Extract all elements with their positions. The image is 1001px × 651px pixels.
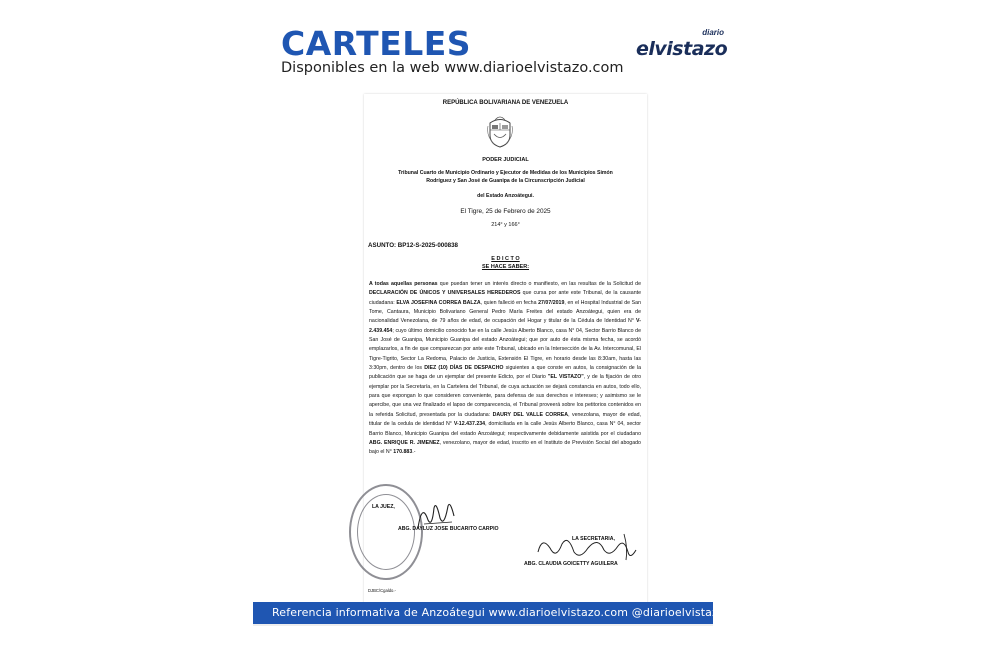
edict-heading: E D I C T O xyxy=(491,256,520,262)
court-name-line-1: Tribunal Cuarto de Municipio Ordinario y Ejecutor de Medidas de los Municipios Simón xyxy=(398,170,613,176)
judicial-power-heading: PODER JUDICIAL xyxy=(482,157,529,163)
judge-name: ABG. DAYLUZ JOSE BUCARITO CARPIO xyxy=(398,526,499,532)
body-emphasis: 170.883 xyxy=(393,449,413,456)
body-text: ; cuyo último domicilio conocido fue en la calle Jesús Alberto Blanco, casa N° 04, Sector Barrio Blanco de San José de Guanipa, Municipio Guanipa del estado Anzoátegui; que por auto de ésta misma fecha, se acordó emplazarlos, a fin de que comparezcan por ante este Tribunal, ubicado en la Intersección de la Av. Intercomunal, El Tigre-Tigrito, Sector La Redoma, Palacio de Justicia, Extensión El Tigre, en horario desde las 8:30am, hasta las 3:30pm, dentro de los xyxy=(369,327,641,372)
edict-body xyxy=(369,280,641,458)
secretary-label: LA SECRETARIA, xyxy=(572,536,615,542)
body-emphasis: DIEZ (10) DÍAS DE DESPACHO xyxy=(424,365,504,372)
body-emphasis: DECLARACIÓN DE ÚNICOS Y UNIVERSALES HEREDEROS xyxy=(369,290,521,297)
logo-diario-label: diario xyxy=(702,28,724,37)
page-title: CARTELES xyxy=(281,24,472,63)
page-subtitle: Disponibles en la web www.diarioelvistazo.com xyxy=(281,60,624,76)
body-text: siguientes a que conste en autos, la consignación de la publicación que se haga de un ejemplar del presente Edicto, por el Diario xyxy=(369,365,641,381)
body-emphasis: A todas aquellas personas xyxy=(369,281,438,287)
body-text: , y de la fijación de otro ejemplar por la Secretaría, en la Cartelera del Tribunal, de cuya actuación se dejará constancia en autos, todo ello, para que expongan lo que consideren conveniente, para defensa de sus derechos e intereses; y asimismo se le apercibe, que una vez finalizado el lapso de comparecencia, el Tribunal proveerá sobre los petitorios contenidos en la referida Solicitud, presentada por la ciudadana: xyxy=(369,374,641,418)
body-text: .- xyxy=(412,449,416,456)
footer-bar xyxy=(253,602,725,624)
court-name-line-3: del Estado Anzoátegui. xyxy=(477,193,534,199)
body-text: , quien falleció en fecha xyxy=(480,299,539,306)
case-number: ASUNTO: BP12-S-2025-000838 xyxy=(368,242,458,249)
body-text: , venezolano, mayor de edad, inscrito en el Instituto de Previsión Social del abogado bajo el N° xyxy=(369,439,641,456)
body-text: que puedan tener un interés directo o manifiesto, en las resultas de la Solicitud de xyxy=(437,281,642,287)
court-name-line-2: Rodríguez y San José de Guanipa de la Circunscripción Judicial xyxy=(426,178,585,184)
years-line: 214° y 166° xyxy=(491,222,520,228)
body-emphasis: ELVA JOSEFINA CORREA BALZA xyxy=(396,299,481,306)
body-text: , domiciliada en la calle Jesús Alberto Blanco, casa N° 04, sector Barrio Blanco, Municipio Guanipa del estado Anzoátegui; respectivamente debidamente asistida por el ciudadano xyxy=(369,421,641,437)
elvistazo-logo xyxy=(636,30,726,60)
body-emphasis: ABG. ENRIQUE R. JIMENEZ xyxy=(369,439,440,446)
judge-label: LA JUEZ, xyxy=(372,504,395,510)
coat-of-arms-icon xyxy=(486,114,514,148)
body-emphasis: V-2.439.454 xyxy=(369,318,641,334)
notice-heading: SE HACE SABER: xyxy=(481,264,530,270)
footer-divider xyxy=(253,624,713,626)
initials-line: DJBC/Cgaldo.- xyxy=(368,588,396,593)
edict-document xyxy=(364,94,647,606)
logo-name: elvistazo xyxy=(636,38,728,60)
body-text: , en el Hospital Industrial de San Tome, Cantaura, Municipio Bolivariano General Pedro María Freites del estado Anzoátegui, quien era de nacionalidad Venezolana, de 79 años de edad, de ocupación del Hogar y titular de la Cédula de Identidad N° xyxy=(369,299,642,325)
place-date: El Tigre, 25 de Febrero de 2025 xyxy=(460,208,551,215)
body-emphasis: 27/07/2019 xyxy=(538,299,565,306)
body-emphasis: DAURY DEL VALLE CORREA xyxy=(492,411,569,418)
court-seal xyxy=(349,484,423,580)
body-emphasis: V-12.437.234 xyxy=(453,421,486,428)
body-emphasis: "EL VISTAZO" xyxy=(547,374,584,381)
secretary-name: ABG. CLAUDIA GOICETTY AGUILERA xyxy=(524,561,618,567)
republic-heading: REPÚBLICA BOLIVARIANA DE VENEZUELA xyxy=(442,100,569,106)
footer-text: Referencia informativa de Anzoátegui www.diarioelvistazo.com @diarioelvistazo xyxy=(272,606,725,619)
body-text: , venezolana, mayor de edad, titular de la cedula de identidad N° xyxy=(369,411,641,428)
body-text: que cursa por ante este Tribunal, de la causante ciudadana: xyxy=(369,290,642,306)
